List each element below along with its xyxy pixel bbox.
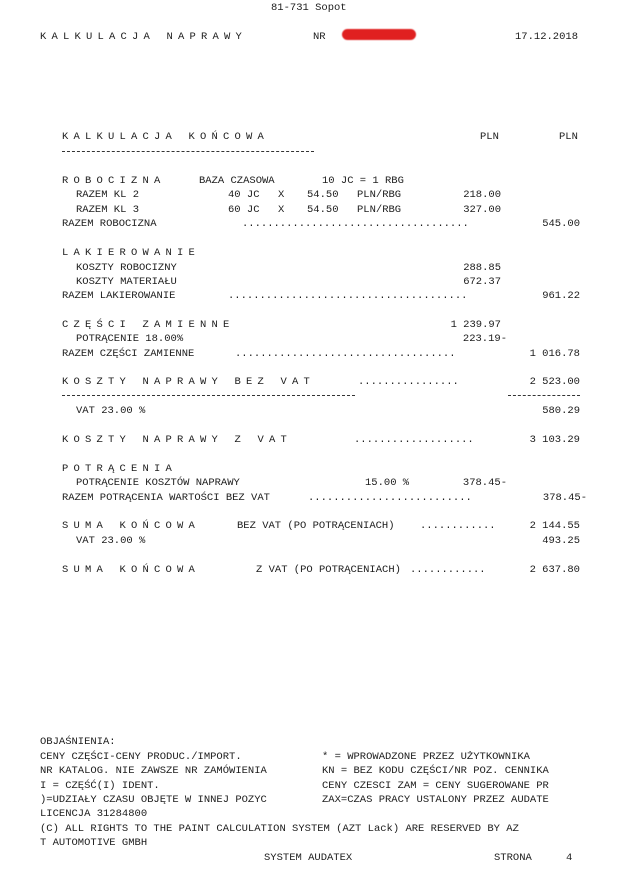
parts-total: 1 016.78 (529, 348, 580, 360)
sum-net-total: 2 144.55 (529, 520, 580, 532)
costs-gross-total: 3 103.29 (529, 434, 580, 446)
notes-left-line: I = CZĘŚĆ(I) IDENT. (40, 780, 160, 792)
notes-left-line: CENY CZĘŚCI-CENY PRODUC./IMPORT. (40, 751, 242, 763)
labor-row-qty: 40 JC (228, 189, 260, 201)
footer-page-number: 4 (566, 852, 573, 864)
notes-right-line: * = WPROWADZONE PRZEZ UŻYTKOWNIKA (322, 751, 530, 763)
leader-dots: ............ (420, 520, 496, 532)
currency-col2: PLN (559, 131, 578, 143)
labor-row-label: RAZEM KL 3 (76, 204, 140, 216)
labor-title: ROBOCIZNA (62, 175, 166, 187)
leader-dots: .................................... (242, 218, 469, 230)
rights-line-continued: T AUTOMOTIVE GMBH (40, 837, 148, 849)
notes-right-line: ZAX=CZAS PRACY USTALONY PRZEZ AUDATE (322, 794, 549, 806)
sum-gross-total: 2 637.80 (529, 564, 580, 576)
labor-row-amount: 218.00 (463, 189, 501, 201)
costs-net-vat-amount: 580.29 (542, 405, 580, 417)
costs-net-title: KOSZTY NAPRAWY BEZ VAT (62, 376, 316, 388)
sum-gross-suffix: Z VAT (PO POTRĄCENIACH) (256, 564, 401, 576)
paint-labor-amount: 288.85 (463, 262, 501, 274)
final-calc-title: KALKULACJA KOŃCOWA (62, 131, 270, 143)
paint-total: 961.22 (542, 290, 580, 302)
labor-row-unit: PLN/RBG (357, 189, 402, 201)
labor-row-x: X (278, 189, 285, 201)
currency-col1: PLN (480, 131, 499, 143)
labor-row-unit: PLN/RBG (357, 204, 402, 216)
notes-left-line: )=UDZIAŁY CZASU OBJĘTE W INNEJ POZYC (40, 794, 267, 806)
leader-dots: ...................................... (228, 290, 468, 302)
labor-total-label: RAZEM ROBOCIZNA (62, 218, 157, 230)
paint-material-amount: 672.37 (463, 276, 501, 288)
leader-dots: ................................... (235, 348, 456, 360)
leader-dots: ................... (354, 434, 474, 446)
parts-amount: 1 239.97 (450, 319, 501, 331)
title-underline (62, 151, 314, 152)
number-label: NR (313, 31, 326, 43)
deductions-row-label: POTRĄCENIE KOSZTÓW NAPRAWY (76, 477, 240, 489)
leader-dots: ................ (358, 376, 459, 388)
rights-line: (C) ALL RIGHTS TO THE PAINT CALCULATION SYSTEM (AZT Lack) ARE RESERVED BY AZ (40, 823, 519, 835)
separator-rule (508, 395, 580, 396)
paint-material-label: KOSZTY MATERIAŁU (76, 276, 177, 288)
labor-row-amount: 327.00 (463, 204, 501, 216)
sum-net-suffix: BEZ VAT (PO POTRĄCENIACH) (237, 520, 395, 532)
license-line: LICENCJA 31284800 (40, 808, 148, 820)
sum-net-title: SUMA KOŃCOWA (62, 520, 201, 532)
redacted-number (342, 29, 416, 40)
notes-left-line: NR KATALOG. NIE ZAWSZE NR ZAMÓWIENIA (40, 765, 267, 777)
sum-net-vat-label: VAT 23.00 % (76, 535, 146, 547)
deductions-total: 378.45- (542, 492, 587, 504)
paint-labor-label: KOSZTY ROBOCIZNY (76, 262, 177, 274)
sum-net-vat-amount: 493.25 (542, 535, 580, 547)
costs-gross-title: KOSZTY NAPRAWY Z VAT (62, 434, 293, 446)
labor-total: 545.00 (542, 218, 580, 230)
parts-deduction-label: POTRĄCENIE 18.00% (76, 333, 184, 345)
costs-net-vat-label: VAT 23.00 % (76, 405, 146, 417)
leader-dots: ............ (410, 564, 486, 576)
costs-net-total: 2 523.00 (529, 376, 580, 388)
deductions-title: POTRĄCENIA (62, 463, 178, 475)
parts-title: CZĘŚCI ZAMIENNE (62, 319, 235, 331)
deductions-row-pct: 15.00 % (365, 477, 410, 489)
labor-row-rate: 54.50 (307, 204, 339, 216)
paint-total-label: RAZEM LAKIEROWANIE (62, 290, 176, 302)
labor-row-label: RAZEM KL 2 (76, 189, 140, 201)
notes-right-line: CENY CZESCI ZAM = CENY SUGEROWANE PR (322, 780, 549, 792)
labor-row-rate: 54.50 (307, 189, 339, 201)
labor-base-value: 10 JC = 1 RBG (322, 175, 404, 187)
separator-rule (62, 395, 355, 396)
document-title: KALKULACJA NAPRAWY (40, 31, 248, 43)
labor-base-label: BAZA CZASOWA (199, 175, 275, 187)
deductions-total-label: RAZEM POTRĄCENIA WARTOŚCI BEZ VAT (62, 492, 270, 504)
document-date: 17.12.2018 (515, 31, 579, 43)
parts-total-label: RAZEM CZĘŚCI ZAMIENNE (62, 348, 195, 360)
leader-dots: .......................... (308, 492, 472, 504)
notes-right-line: KN = BEZ KODU CZĘŚCI/NR POZ. CENNIKA (322, 765, 549, 777)
parts-deduction-amount: 223.19- (462, 333, 507, 345)
sum-gross-title: SUMA KOŃCOWA (62, 564, 201, 576)
paint-title: LAKIEROWANIE (62, 247, 201, 259)
footer-system: SYSTEM AUDATEX (264, 852, 353, 864)
footer-page-label: STRONA (494, 852, 532, 864)
labor-row-qty: 60 JC (228, 204, 260, 216)
deductions-row-amount: 378.45- (462, 477, 507, 489)
labor-row-x: X (278, 204, 285, 216)
header-city: 81-731 Sopot (271, 2, 347, 14)
notes-title: OBJAŚNIENIA: (40, 736, 116, 748)
